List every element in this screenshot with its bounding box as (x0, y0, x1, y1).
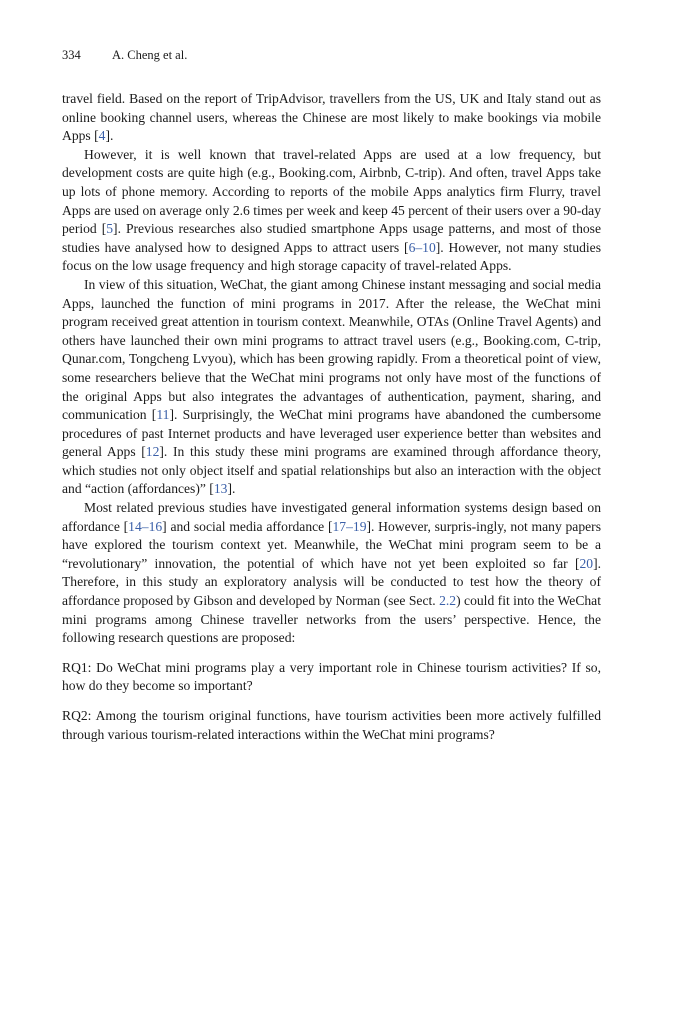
paragraph-2: However, it is well known that travel-related Apps are used at a low frequency, but development costs are quite high (e.g., Booking.com, Airbnb, C-trip). And often, travel Apps take up lots of phone memory. According to reports of the mobile Apps analytics firm Flurry, travel Apps are used on average only 2.6 times per week and keep 45 percent of their users over a 90-day period [5]. Previous researches also studied smartphone Apps usage patterns, and most of those studies have analysed how to designed Apps to attract users [6–10]. However, not many studies focus on the low usage frequency and high storage capacity of travel-related Apps. (62, 146, 602, 274)
paragraph-1: travel field. Based on the report of TripAdvisor, travellers from the US, UK and Italy stand out as online booking channel users, whereas the Chinese are most likely to make bookings via mobile Apps [4]. (62, 91, 601, 144)
paragraph-4: Most related previous studies have investigated general information systems design based on affordance [14–16] and social media affordance [17–19]. However, surpris-ingly, not many papers have explored the tourism context yet. Meanwhile, the WeChat mini program seem to be a “revolutionary” innovation, the potential of which have not yet been exploited so far [20]. Therefore, in this study an exploratory analysis will be conducted to test how the theory of affordance proposed by Gibson and developed by Norman (see Sect. 2.2) could fit into the WeChat mini programs among Chinese traveller networks from the users’ perspective. Hence, the following research questions are proposed: (62, 500, 601, 646)
citation-link[interactable]: 4 (98, 128, 106, 144)
running-header (62, 46, 601, 64)
research-question-2: RQ2: Among the tourism original functions, have tourism activities been more actively fulfilled through various tourism-related interactions within the WeChat mini programs? (62, 708, 601, 742)
research-question-1: RQ1: Do WeChat mini programs play a very important role in Chinese tourism activities? If so, how do they become so important? (62, 659, 601, 694)
paragraph-3: In view of this situation, WeChat, the giant among Chinese instant messaging and social media Apps, launched the function of mini programs in 2017. After the release, the WeChat mini program received great attention in tourism context. Meanwhile, OTAs (Online Travel Agents) and others have launched their own mini programs to attract travel users (e.g., Booking.com, C-trip, Qunar.com, Tongcheng Lvyou), which has been growing rapidly. From a theoretical point of view, some researchers believe that the WeChat mini programs not only have most of the functions of the original Apps but also integrates the advantages of authentication, payment, sharing, and communication [11]. Surprisingly, the WeChat mini programs have abandoned the cumbersome procedures of past Internet products and have leveraged user experience better than websites and general Apps [12]. In this study these mini programs are examined through affordance theory, which studies not only object itself and spatial relationships but also an interaction with the object and “action (affordances)” [13]. (62, 276, 601, 497)
citation-link[interactable]: 11 (156, 407, 170, 423)
citation-link[interactable]: 6–10 (408, 239, 436, 255)
citation-link[interactable]: 20 (579, 555, 594, 571)
citation-link[interactable]: 17–19 (332, 518, 367, 534)
citation-link[interactable]: 12 (145, 444, 160, 460)
section-link[interactable]: 2.2 (439, 593, 457, 609)
page-number: 334 (62, 48, 81, 62)
page (62, 46, 601, 744)
citation-link[interactable]: 5 (106, 221, 114, 237)
citation-link[interactable]: 13 (213, 481, 228, 497)
running-head: A. Cheng et al. (112, 48, 188, 62)
citation-link[interactable]: 14–16 (128, 518, 163, 534)
